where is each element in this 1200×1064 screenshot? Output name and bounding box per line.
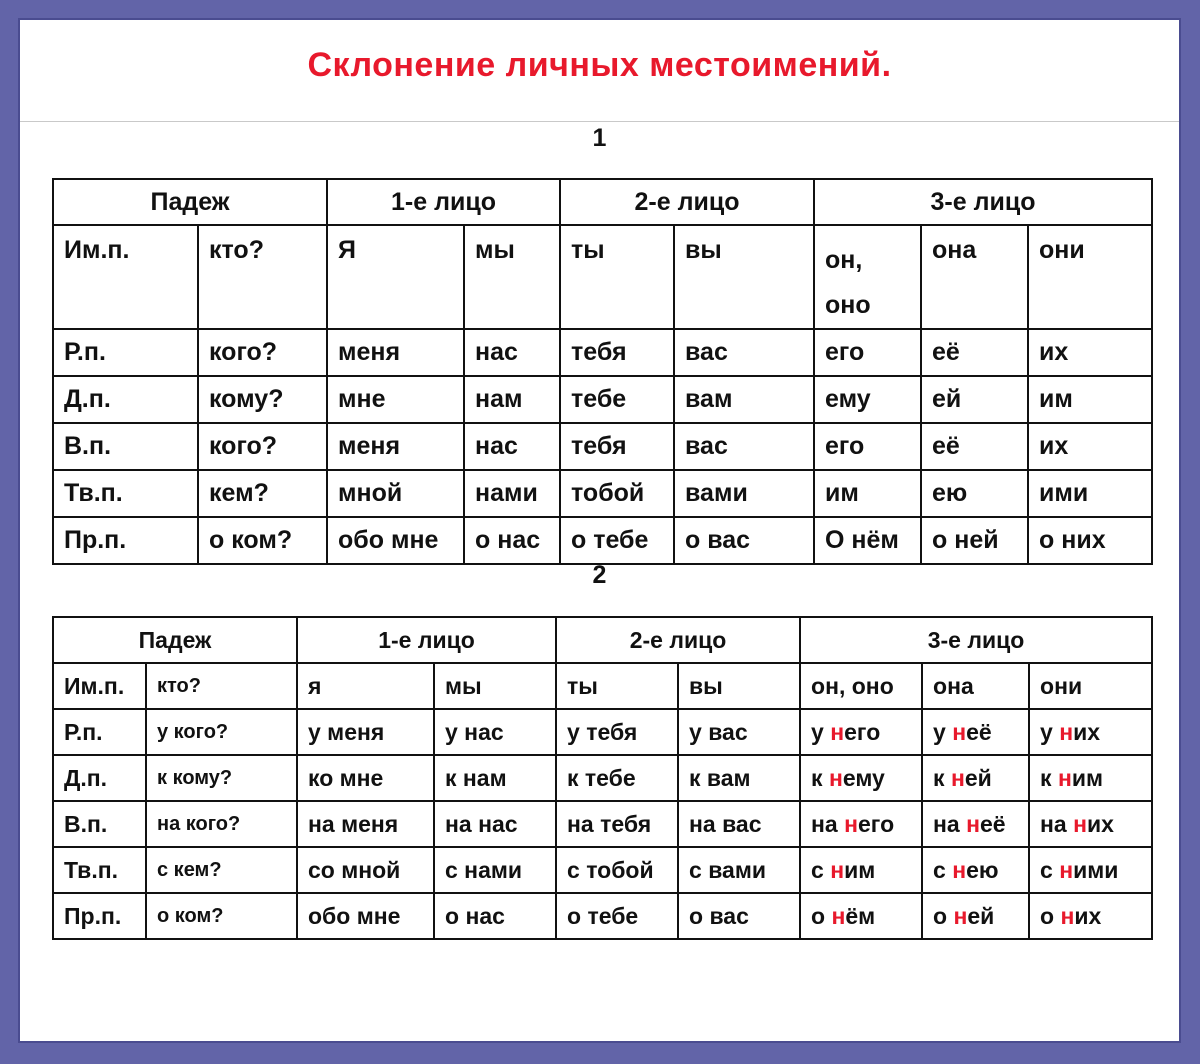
- pronoun-form-cell: [464, 470, 560, 517]
- pronoun-form-cell: [556, 801, 678, 847]
- pronoun-form-cell: [1029, 801, 1152, 847]
- pronoun-form-line: их: [1039, 432, 1069, 460]
- form-text: им: [844, 856, 876, 883]
- pronoun-form-cell: [814, 470, 921, 517]
- pronoun-form-cell: [922, 847, 1029, 893]
- case-cell: Им.п.: [53, 663, 146, 709]
- pronoun-form-cell: [800, 755, 922, 801]
- form-text: со мной: [308, 856, 401, 883]
- pronoun-form-line: о них: [1039, 526, 1106, 554]
- pronoun-form-line: вас: [685, 338, 728, 366]
- header-first-person: 1-е лицо: [297, 617, 556, 663]
- pronoun-form-line: их: [1039, 338, 1069, 366]
- pronoun-form-cell: [560, 423, 674, 470]
- pronoun-form-cell: [678, 801, 800, 847]
- case-cell: Р.п.: [53, 709, 146, 755]
- pronoun-form-line: его: [825, 432, 865, 460]
- pronoun-form-cell: [678, 663, 800, 709]
- case-cell: Тв.п.: [53, 847, 146, 893]
- question-cell: кто?: [146, 663, 297, 709]
- question-cell: с кем?: [146, 847, 297, 893]
- case-cell: Пр.п.: [53, 517, 198, 564]
- highlighted-letter: н: [1073, 810, 1088, 837]
- question-cell: кого?: [198, 329, 327, 376]
- pronoun-form-cell: [327, 470, 464, 517]
- table-2-number: 2: [592, 561, 607, 589]
- header-first-person: 1-е лицо: [327, 179, 560, 225]
- pronoun-form-line: о нас: [475, 526, 541, 554]
- form-text: у: [811, 718, 831, 745]
- form-text: с: [811, 856, 831, 883]
- case-cell: Пр.п.: [53, 893, 146, 939]
- form-text: к: [1040, 764, 1058, 791]
- table-1-number: 1: [592, 124, 607, 152]
- highlighted-letter: н: [953, 902, 968, 929]
- pronoun-form-cell: [1029, 893, 1152, 939]
- question-cell: кем?: [198, 470, 327, 517]
- pronoun-form-cell: [434, 663, 556, 709]
- form-text: ей: [964, 764, 992, 791]
- pronoun-form-cell: [921, 329, 1028, 376]
- table-row: [53, 376, 1152, 423]
- form-text: о: [1040, 902, 1061, 929]
- form-text: на меня: [308, 810, 399, 837]
- pronoun-form-line: ты: [571, 236, 605, 264]
- case-cell: Тв.п.: [53, 470, 198, 517]
- pronoun-form-cell: [464, 225, 560, 329]
- form-text: ём: [845, 902, 876, 929]
- table-row: [53, 663, 1152, 709]
- highlighted-letter: н: [831, 902, 846, 929]
- pronoun-form-line: ею: [932, 479, 968, 507]
- form-text: ей: [967, 902, 995, 929]
- pronoun-form-line: нас: [475, 338, 518, 366]
- pronoun-form-line: нам: [475, 385, 523, 413]
- form-text: ею: [966, 856, 999, 883]
- pronoun-form-cell: [1028, 517, 1152, 564]
- form-text: я: [308, 672, 322, 699]
- title-bar: [20, 20, 1179, 122]
- pronoun-form-line: меня: [338, 432, 401, 460]
- form-text: ими: [1073, 856, 1119, 883]
- header-case: Падеж: [53, 617, 297, 663]
- pronoun-form-line: её: [932, 432, 960, 460]
- pronoun-form-cell: [674, 225, 814, 329]
- pronoun-form-line: ей: [932, 385, 962, 413]
- pronoun-form-cell: [1028, 423, 1152, 470]
- pronoun-form-cell: [814, 225, 921, 329]
- slide: [18, 18, 1181, 1043]
- pronoun-form-cell: [800, 847, 922, 893]
- form-text: ему: [842, 764, 885, 791]
- pronoun-form-cell: [921, 423, 1028, 470]
- form-text: на вас: [689, 810, 762, 837]
- header-third-person: 3-е лицо: [814, 179, 1152, 225]
- pronoun-form-line: меня: [338, 338, 401, 366]
- table-header-row: [53, 179, 1152, 225]
- pronoun-form-line: вам: [685, 385, 733, 413]
- highlighted-letter: н: [830, 718, 845, 745]
- pronoun-form-cell: [297, 709, 434, 755]
- pronoun-form-cell: [327, 423, 464, 470]
- form-text: её: [966, 718, 992, 745]
- pronoun-form-cell: [556, 755, 678, 801]
- pronoun-form-line: о тебе: [571, 526, 649, 554]
- pronoun-form-cell: [1029, 847, 1152, 893]
- pronoun-form-line: тебя: [571, 432, 627, 460]
- question-cell: кто?: [198, 225, 327, 329]
- form-text: у вас: [689, 718, 748, 745]
- form-text: с нами: [445, 856, 523, 883]
- pronoun-form-cell: [560, 376, 674, 423]
- form-text: они: [1040, 672, 1083, 699]
- form-text: с вами: [689, 856, 766, 883]
- form-text: к: [933, 764, 951, 791]
- pronoun-form-cell: [922, 709, 1029, 755]
- form-text: ко мне: [308, 764, 384, 791]
- form-text: у: [933, 718, 953, 745]
- form-text: у: [1040, 718, 1060, 745]
- pronoun-form-cell: [434, 847, 556, 893]
- pronoun-form-cell: [560, 225, 674, 329]
- form-text: их: [1087, 810, 1114, 837]
- highlighted-letter: н: [844, 810, 859, 837]
- pronoun-form-cell: [556, 893, 678, 939]
- highlighted-letter: н: [1059, 718, 1074, 745]
- form-text: на: [811, 810, 845, 837]
- declension-table-2: [52, 616, 1153, 940]
- pronoun-form-cell: [921, 470, 1028, 517]
- question-cell: о ком?: [198, 517, 327, 564]
- highlighted-letter: н: [1057, 764, 1072, 791]
- highlighted-letter: н: [950, 764, 965, 791]
- highlighted-letter: н: [952, 718, 967, 745]
- question-cell: кого?: [198, 423, 327, 470]
- pronoun-form-line: о ней: [932, 526, 999, 554]
- pronoun-form-cell: [1028, 470, 1152, 517]
- pronoun-form-cell: [674, 329, 814, 376]
- case-cell: Им.п.: [53, 225, 198, 329]
- pronoun-form-cell: [922, 663, 1029, 709]
- pronoun-form-cell: [556, 847, 678, 893]
- case-cell: Д.п.: [53, 376, 198, 423]
- table-row: [53, 423, 1152, 470]
- pronoun-form-cell: [297, 663, 434, 709]
- pronoun-form-line: он,: [825, 246, 863, 274]
- pronoun-form-cell: [560, 329, 674, 376]
- question-cell: на кого?: [146, 801, 297, 847]
- pronoun-form-cell: [297, 893, 434, 939]
- pronoun-form-cell: [678, 709, 800, 755]
- form-text: его: [844, 718, 881, 745]
- form-text: на нас: [445, 810, 518, 837]
- pronoun-form-cell: [678, 847, 800, 893]
- pronoun-form-cell: [434, 801, 556, 847]
- form-text: у меня: [308, 718, 385, 745]
- table-row: [53, 517, 1152, 564]
- table-row: [53, 893, 1152, 939]
- table-row: [53, 329, 1152, 376]
- pronoun-form-cell: [800, 709, 922, 755]
- form-text: к: [811, 764, 829, 791]
- pronoun-form-cell: [814, 423, 921, 470]
- highlighted-letter: н: [1059, 856, 1074, 883]
- pronoun-form-cell: [560, 517, 674, 564]
- pronoun-form-cell: [1029, 755, 1152, 801]
- pronoun-form-cell: [464, 423, 560, 470]
- pronoun-form-cell: [297, 755, 434, 801]
- pronoun-form-line: мне: [338, 385, 386, 413]
- form-text: о нас: [445, 902, 505, 929]
- form-text: о: [933, 902, 954, 929]
- form-text: на: [933, 810, 967, 837]
- question-cell: у кого?: [146, 709, 297, 755]
- header-second-person: 2-е лицо: [556, 617, 800, 663]
- pronoun-form-cell: [434, 755, 556, 801]
- pronoun-form-cell: [674, 470, 814, 517]
- pronoun-form-cell: [674, 376, 814, 423]
- table-header-row: [53, 617, 1152, 663]
- form-text: с тобой: [567, 856, 654, 883]
- pronoun-form-cell: [297, 801, 434, 847]
- pronoun-form-line: вами: [685, 479, 748, 507]
- header-case: Падеж: [53, 179, 327, 225]
- pronoun-form-line: О нём: [825, 526, 899, 554]
- highlighted-letter: н: [1060, 902, 1075, 929]
- pronoun-form-line: им: [825, 479, 859, 507]
- pronoun-form-cell: [1029, 709, 1152, 755]
- pronoun-form-cell: [297, 847, 434, 893]
- pronoun-form-line: тобой: [571, 479, 645, 507]
- declension-table-1: [52, 178, 1153, 565]
- form-text: к нам: [445, 764, 507, 791]
- pronoun-form-cell: [814, 376, 921, 423]
- case-cell: В.п.: [53, 801, 146, 847]
- pronoun-form-line: она: [932, 236, 977, 264]
- pronoun-form-cell: [556, 709, 678, 755]
- form-text: о тебе: [567, 902, 639, 929]
- pronoun-form-cell: [674, 517, 814, 564]
- header-third-person: 3-е лицо: [800, 617, 1152, 663]
- pronoun-form-line: ими: [1039, 479, 1089, 507]
- pronoun-form-line: тебя: [571, 338, 627, 366]
- pronoun-form-cell: [560, 470, 674, 517]
- highlighted-letter: н: [952, 856, 967, 883]
- form-text: с: [933, 856, 953, 883]
- pronoun-form-cell: [1028, 225, 1152, 329]
- pronoun-form-line: оно: [825, 291, 871, 319]
- pronoun-form-line: тебе: [571, 385, 627, 413]
- pronoun-form-cell: [678, 893, 800, 939]
- form-text: она: [933, 672, 974, 699]
- highlighted-letter: н: [830, 856, 845, 883]
- table-row: [53, 755, 1152, 801]
- pronoun-form-cell: [921, 517, 1028, 564]
- table-row: [53, 225, 1152, 329]
- pronoun-form-line: вас: [685, 432, 728, 460]
- pronoun-form-cell: [921, 225, 1028, 329]
- form-text: его: [858, 810, 895, 837]
- case-cell: Д.п.: [53, 755, 146, 801]
- highlighted-letter: н: [828, 764, 843, 791]
- form-text: их: [1074, 902, 1102, 929]
- form-text: вы: [689, 672, 723, 699]
- pronoun-form-line: её: [932, 338, 960, 366]
- form-text: им: [1071, 764, 1103, 791]
- pronoun-form-cell: [800, 801, 922, 847]
- pronoun-form-cell: [1028, 329, 1152, 376]
- pronoun-form-line: мной: [338, 479, 403, 507]
- pronoun-form-line: Я: [338, 236, 356, 264]
- question-cell: кому?: [198, 376, 327, 423]
- form-text: на тебя: [567, 810, 652, 837]
- pronoun-form-cell: [464, 329, 560, 376]
- pronoun-form-cell: [327, 376, 464, 423]
- pronoun-form-cell: [800, 893, 922, 939]
- pronoun-form-cell: [922, 801, 1029, 847]
- pronoun-form-line: о вас: [685, 526, 751, 554]
- form-text: у нас: [445, 718, 504, 745]
- form-text: о: [811, 902, 832, 929]
- form-text: ты: [567, 672, 598, 699]
- form-text: на: [1040, 810, 1074, 837]
- case-cell: Р.п.: [53, 329, 198, 376]
- pronoun-form-cell: [814, 517, 921, 564]
- pronoun-form-cell: [464, 517, 560, 564]
- header-second-person: 2-е лицо: [560, 179, 814, 225]
- pronoun-form-cell: [674, 423, 814, 470]
- pronoun-form-cell: [1029, 663, 1152, 709]
- form-text: у тебя: [567, 718, 638, 745]
- form-text: с: [1040, 856, 1060, 883]
- pronoun-form-line: его: [825, 338, 865, 366]
- pronoun-form-cell: [1028, 376, 1152, 423]
- pronoun-form-cell: [327, 329, 464, 376]
- case-cell: В.п.: [53, 423, 198, 470]
- pronoun-form-line: ему: [825, 385, 871, 413]
- form-text: о вас: [689, 902, 749, 929]
- form-text: мы: [445, 672, 482, 699]
- pronoun-form-line: мы: [475, 236, 515, 264]
- pronoun-form-cell: [434, 893, 556, 939]
- question-cell: к кому?: [146, 755, 297, 801]
- pronoun-form-cell: [922, 893, 1029, 939]
- pronoun-form-cell: [800, 663, 922, 709]
- pronoun-form-cell: [678, 755, 800, 801]
- pronoun-form-line: нами: [475, 479, 538, 507]
- form-text: он, оно: [811, 672, 894, 699]
- table-row: [53, 470, 1152, 517]
- question-cell: о ком?: [146, 893, 297, 939]
- table-row: [53, 801, 1152, 847]
- form-text: её: [980, 810, 1006, 837]
- pronoun-form-cell: [464, 376, 560, 423]
- form-text: их: [1073, 718, 1101, 745]
- pronoun-form-line: им: [1039, 385, 1073, 413]
- pronoun-form-cell: [327, 225, 464, 329]
- form-text: к тебе: [567, 764, 636, 791]
- pronoun-form-cell: [327, 517, 464, 564]
- pronoun-form-cell: [814, 329, 921, 376]
- pronoun-form-line: вы: [685, 236, 722, 264]
- pronoun-form-line: нас: [475, 432, 518, 460]
- table-row: [53, 847, 1152, 893]
- pronoun-form-cell: [921, 376, 1028, 423]
- page-title: Склонение личных местоимений.: [307, 46, 892, 84]
- pronoun-form-cell: [434, 709, 556, 755]
- form-text: обо мне: [308, 902, 401, 929]
- highlighted-letter: н: [966, 810, 981, 837]
- pronoun-form-cell: [556, 663, 678, 709]
- pronoun-form-line: они: [1039, 236, 1085, 264]
- table-row: [53, 709, 1152, 755]
- pronoun-form-line: обо мне: [338, 526, 439, 554]
- pronoun-form-cell: [922, 755, 1029, 801]
- form-text: к вам: [689, 764, 751, 791]
